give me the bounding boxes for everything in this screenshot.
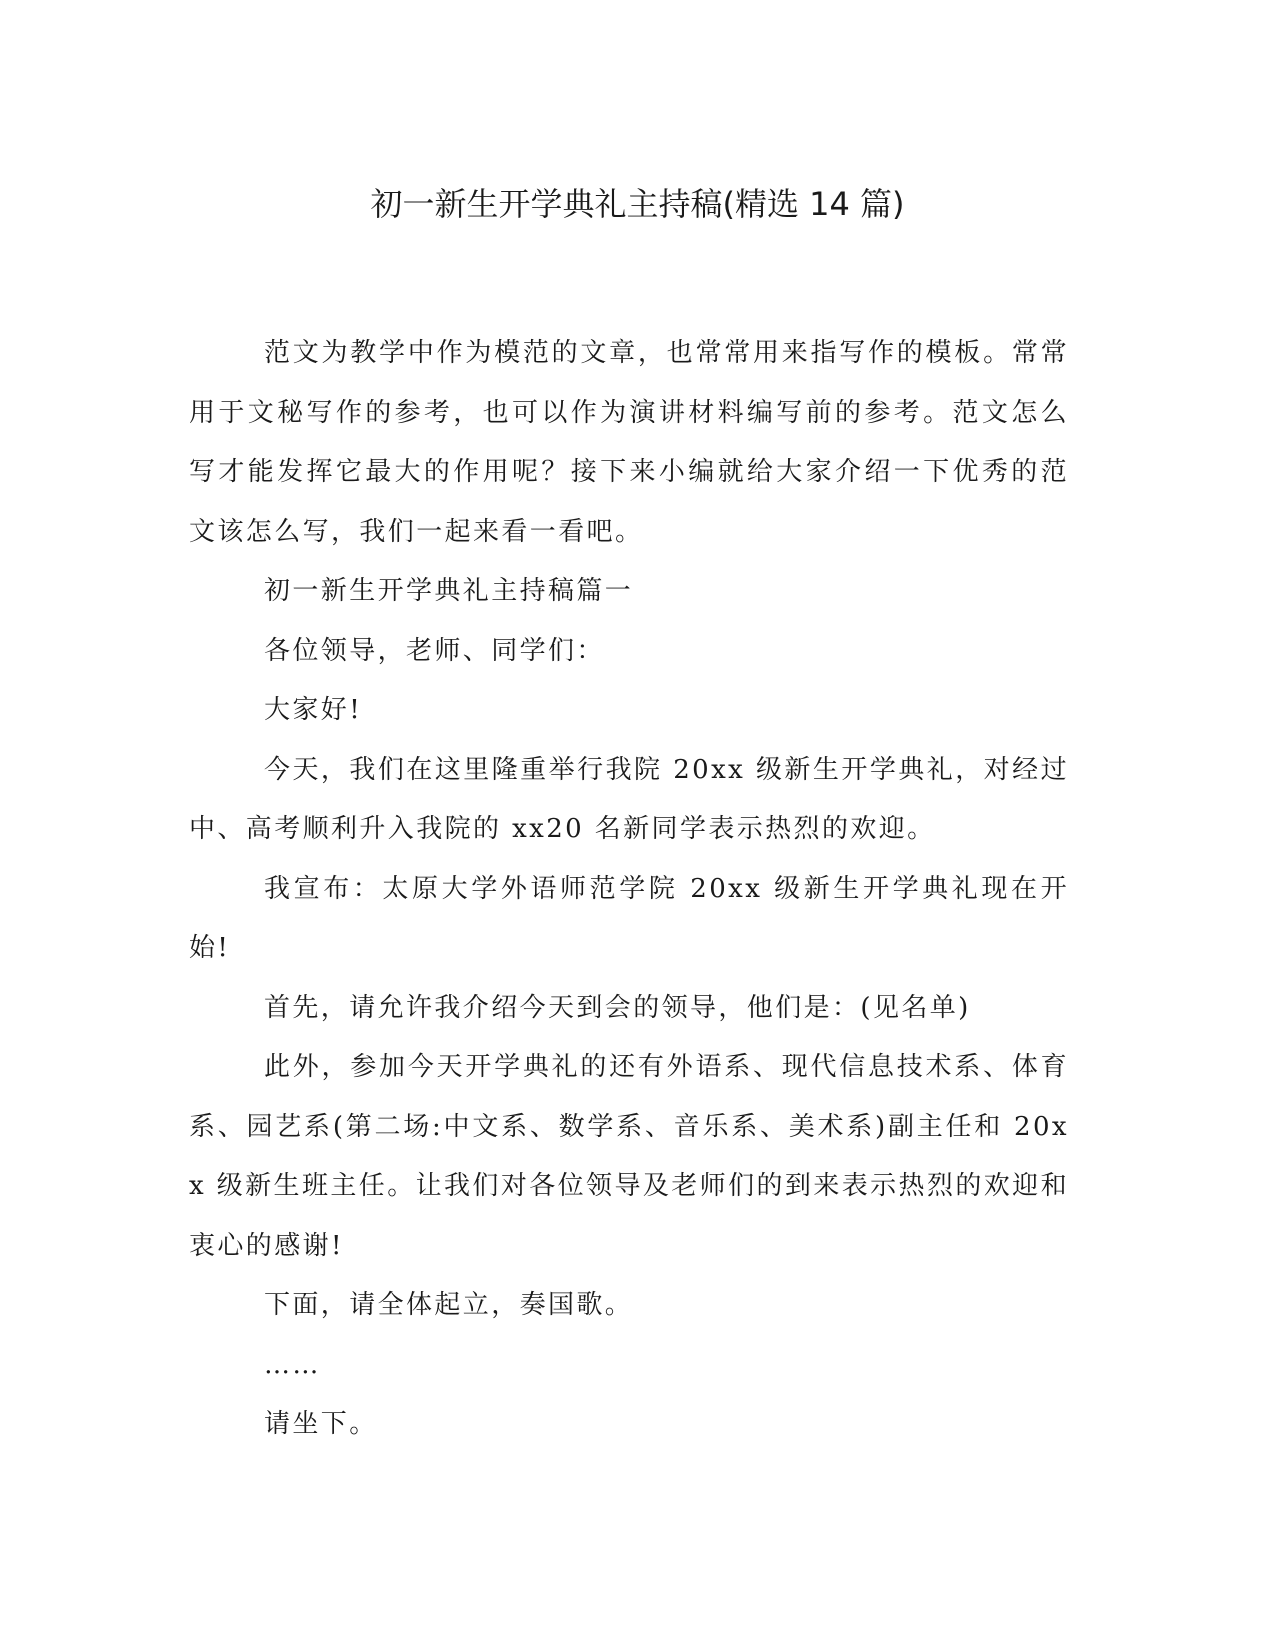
intro-paragraph: 范文为教学中作为模范的文章，也常常用来指写作的模板。常常用于文秘写作的参考，也可以作为演讲材料编写前的参考。范文怎么写才能发挥它最大的作用呢？接下来小编就给大家介绍一下优秀的范文该怎么写，我们一起来看一看吧。: [189, 338, 1069, 547]
announcement-paragraph: 我宣布：太原大学外语师范学院 20xx 级新生开学典礼现在开始!: [189, 873, 1069, 963]
welcome-paragraph: 今天，我们在这里隆重举行我院 20xx 级新生开学典礼，对经过中、高考顺利升入我院的 xx20 名新同学表示热烈的欢迎。: [189, 754, 1069, 844]
ellipsis-paragraph: ……: [264, 1349, 321, 1380]
sit-down-paragraph: 请坐下。: [264, 1409, 378, 1439]
anthem-paragraph: 下面，请全体起立，奏国歌。: [264, 1290, 634, 1320]
introduction-paragraph: 首先，请允许我介绍今天到会的领导，他们是：(见名单): [264, 992, 971, 1023]
document-body: [189, 324, 1069, 1455]
document-title: 初一新生开学典礼主持稿(精选 14 篇): [370, 185, 905, 223]
attendees-paragraph: 此外，参加今天开学典礼的还有外语系、现代信息技术系、体育系、园艺系(第二场:中文系、数学系、音乐系、美术系)副主任和 20xx 级新生班主任。让我们对各位领导及老师们的到来表示热烈的欢迎和衷心的感谢!: [189, 1052, 1069, 1261]
salutation-paragraph: 各位领导，老师、同学们：: [264, 635, 605, 666]
section-heading: 初一新生开学典礼主持稿篇一: [264, 576, 634, 606]
greeting-paragraph: 大家好!: [264, 695, 363, 725]
